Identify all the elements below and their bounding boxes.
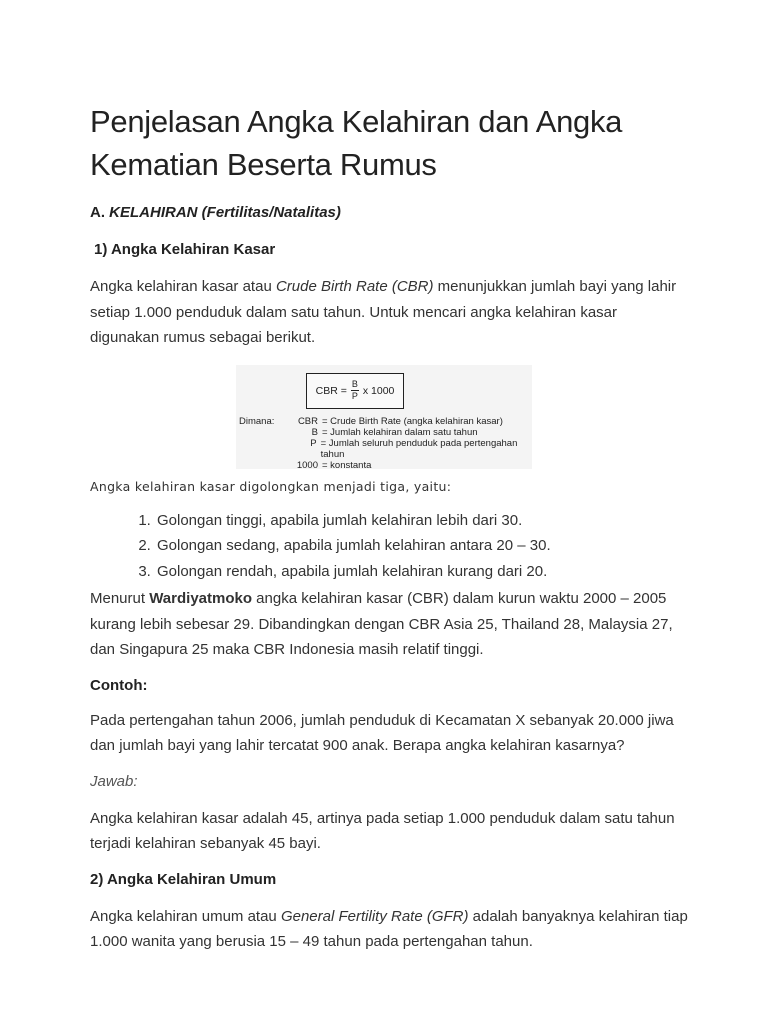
formula-frame (306, 373, 404, 409)
cbr-formula-image (236, 365, 532, 469)
formula-numerator: B (351, 379, 358, 389)
menurut-pre: Menurut (90, 590, 150, 607)
section-letter: A. (90, 204, 105, 221)
definition-row (292, 438, 532, 460)
list-item: 1. Golongan tinggi, apabila jumlah kelahiran lebih dari 30. (155, 508, 690, 534)
paragraph-contoh: Pada pertengahan tahun 2006, jumlah penduduk di Kecamatan X sebanyak 20.000 jiwa dan jumlah bayi yang lahir tercatat 900 anak. Berapa angka kelahiran kasarnya? (90, 711, 674, 754)
menurut-post: angka kelahiran kasar (CBR) dalam kurun waktu 2000 – 2005 kurang lebih sebesar 29. Dibandingkan dengan CBR Asia 25, Thailand 28, Malaysia 27, dan Singapura 25 maka CBR Indonesia masih relatif tinggi. (90, 590, 673, 658)
definition-row (292, 460, 532, 471)
section-heading-kelahiran (90, 204, 690, 221)
formula-rhs: x 1000 (362, 384, 395, 397)
gfr-intro-pre: Angka kelahiran umum atau (90, 907, 281, 925)
list-item: 3. Golongan rendah, apabila jumlah kelahiran kurang dari 20. (155, 559, 690, 585)
cbr-intro-post: menunjukkan jumlah bayi yang lahir setiap 1.000 penduduk dalam satu tahun. Untuk mencari angka kelahiran kasar digunakan rumus sebagai berikut. (90, 278, 677, 346)
paragraph-cbr-intro (90, 274, 690, 351)
paragraph-jawab: Angka kelahiran kasar adalah 45, artinya pada setiap 1.000 penduduk dalam satu tahun terjadi kelahiran sebanyak 45 bayi. (90, 809, 675, 852)
section-label: KELAHIRAN (Fertilitas/Natalitas) (109, 204, 341, 221)
gfr-intro-post: adalah banyaknya kelahiran tiap 1.000 wanita yang berusia 15 – 49 tahun pada pertengahan tahun. (90, 907, 688, 950)
formula-fraction (351, 380, 359, 401)
definition-text: = Jumlah seluruh penduduk pada pertengahan tahun (320, 437, 518, 460)
contoh-label: Contoh: (90, 676, 148, 694)
formula-lhs: CBR = (315, 384, 347, 397)
definition-symbol: 1000 (296, 459, 318, 471)
definition-text: = Jumlah kelahiran dalam satu tahun (322, 426, 478, 438)
golongan-list (90, 508, 690, 585)
definition-symbol: CBR (297, 415, 318, 427)
cbr-intro-pre: Angka kelahiran kasar atau (90, 278, 276, 295)
paragraph-gfr-intro (90, 904, 690, 955)
subheading-cbr: 1) Angka Kelahiran Kasar (94, 241, 276, 258)
formula-denominator: P (351, 391, 358, 401)
paragraph-golongan-intro: Angka kelahiran kasar digolongkan menjadi tiga, yaitu: (90, 478, 452, 494)
definition-row (292, 427, 532, 438)
paragraph-menurut (90, 586, 690, 663)
definition-text: = konstanta (322, 459, 372, 471)
list-item: 2. Golongan sedang, apabila jumlah kelahiran antara 20 – 30. (155, 533, 690, 559)
article (90, 100, 690, 969)
definition-symbol: B (311, 426, 318, 438)
cbr-term: Crude Birth Rate (CBR) (275, 278, 434, 295)
formula-dimana: Dimana: (239, 415, 275, 427)
page-title: Penjelasan Angka Kelahiran dan Angka Kematian Beserta Rumus (90, 104, 623, 182)
formula-definitions (292, 416, 532, 471)
jawab-label: Jawab: (90, 772, 138, 790)
definition-text: = Crude Birth Rate (angka kelahiran kasar) (322, 415, 503, 427)
definition-symbol: P (310, 437, 317, 449)
gfr-term: General Fertility Rate (GFR) (280, 907, 469, 925)
subheading-gfr: 2) Angka Kelahiran Umum (90, 870, 277, 888)
definition-row (292, 416, 532, 427)
author-name: Wardiyatmoko (149, 590, 252, 607)
